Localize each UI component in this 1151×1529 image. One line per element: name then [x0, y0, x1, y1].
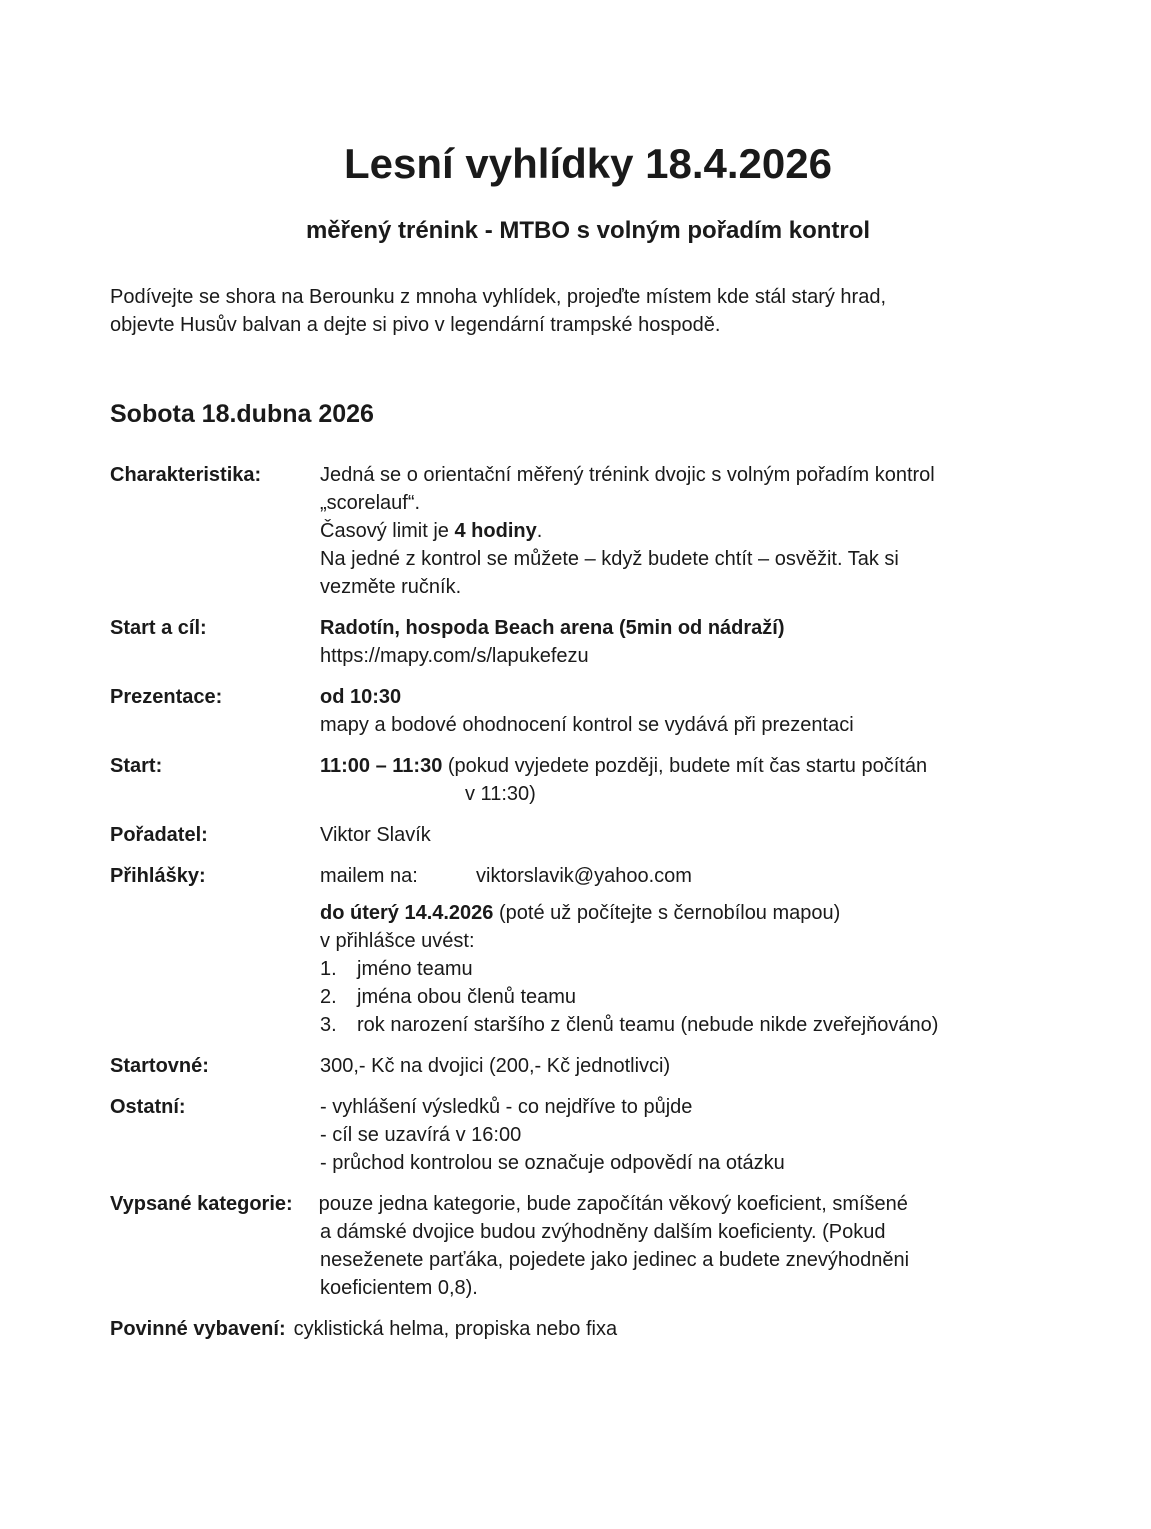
row-prihlasky [110, 862, 1066, 1039]
row-prezentace [110, 683, 1066, 739]
page-title: Lesní vyhlídky 18.4.2026 [344, 140, 832, 187]
mailem-na-text: mailem na: [320, 865, 418, 887]
value-ostatni [320, 1093, 1066, 1177]
time-limit-pre: Časový limit je [320, 520, 455, 542]
venue-map-line [320, 642, 1066, 670]
row-vypsane-kategorie [110, 1190, 1066, 1302]
label-start: Start: [110, 755, 163, 777]
entries-list-item [320, 983, 1066, 1011]
kategorie-line-4: koeficientem 0,8). [320, 1277, 478, 1299]
time-limit-value: 4 hodiny [454, 520, 537, 542]
entries-item-1-num: 1. [320, 958, 337, 980]
entry-fee: 300,- Kč na dvojici (200,- Kč jednotlivci) [320, 1055, 671, 1077]
charakteristika-line-2: „scorelauf“. [320, 492, 421, 514]
charakteristika-line-4: Na jedné z kontrol se můžete – když budete chtít – osvěžit. Tak si [320, 548, 899, 570]
info-rows [110, 461, 1066, 1343]
label-charakteristika: Charakteristika: [110, 464, 262, 486]
label-start-a-cil: Start a cíl: [110, 617, 207, 639]
ostatni-item-3: - průchod kontrolou se označuje odpovědí na otázku [320, 1152, 785, 1174]
row-povinne-vybaveni [110, 1315, 1066, 1343]
intro-line-2: objevte Husův balvan a dejte si pivo v legendární trampské hospodě. [110, 314, 721, 336]
charakteristika-line-3 [320, 517, 1066, 545]
date-heading: Sobota 18.dubna 2026 [110, 400, 374, 428]
ostatni-item-2: - cíl se uzavírá v 16:00 [320, 1124, 522, 1146]
entries-list-item [320, 1011, 1066, 1039]
value-start-a-cil [320, 614, 1066, 670]
charakteristika-line-1: Jedná se o orientační měřený trénink dvojic s volným pořadím kontrol [320, 464, 935, 486]
value-charakteristika [320, 461, 1066, 601]
value-start [320, 752, 1066, 808]
entries-item-2-text: jména obou členů teamu [357, 986, 577, 1008]
ostatni-item-1: - vyhlášení výsledků - co nejdříve to půjde [320, 1096, 693, 1118]
row-startovne [110, 1052, 1066, 1080]
prezentace-time: od 10:30 [320, 686, 402, 708]
entries-email-line [320, 862, 1066, 890]
entries-uvest-line: v přihlášce uvést: [320, 930, 475, 952]
value-prihlasky [320, 862, 1066, 1039]
row-poradatel [110, 821, 1066, 849]
entries-email: viktorslavik@yahoo.com [476, 865, 692, 887]
required-equipment: cyklistická helma, propiska nebo fixa [293, 1318, 618, 1340]
row-ostatni [110, 1093, 1066, 1177]
label-vypsane-kategorie: Vypsané kategorie: [110, 1193, 293, 1215]
entries-deadline-line [320, 899, 1066, 927]
intro-line-1: Podívejte se shora na Berounku z mnoha vyhlídek, projeďte místem kde stál starý hrad, [110, 286, 887, 308]
intro-paragraph [110, 283, 1066, 339]
start-time: 11:00 – 11:30 [320, 755, 443, 777]
kategorie-line-2: a dámské dvojice budou zvýhodněny dalším koeficienty. (Pokud [320, 1221, 886, 1243]
entries-list-item [320, 955, 1066, 983]
kategorie-line-3: neseženete parťáka, pojedete jako jedinec a budete znevýhodněni [320, 1249, 910, 1271]
start-time-line [320, 752, 1066, 780]
row-start-a-cil [110, 614, 1066, 670]
page-subtitle: měřený trénink - MTBO s volným pořadím kontrol [305, 217, 871, 244]
row-charakteristika [110, 461, 1066, 601]
label-ostatni: Ostatní: [110, 1096, 186, 1118]
entries-deadline-note: (poté už počítejte s černobílou mapou) [493, 902, 841, 924]
entries-item-3-text: rok narození staršího z členů teamu (nebude nikde zveřejňováno) [357, 1014, 939, 1036]
start-time-note-cont: v 11:30) [465, 783, 536, 805]
start-time-note: (pokud vyjedete později, budete mít čas startu počítán [442, 755, 928, 777]
label-poradatel: Pořadatel: [110, 824, 208, 846]
charakteristika-line-5: vezměte ručník. [320, 576, 462, 598]
prezentace-note: mapy a bodové ohodnocení kontrol se vydává při prezentaci [320, 714, 854, 736]
label-startovne: Startovné: [110, 1055, 209, 1077]
map-link[interactable]: https://mapy.com/s/lapukefezu [320, 645, 589, 667]
organizer-name: Viktor Slavík [320, 824, 431, 846]
time-limit-post: . [536, 520, 543, 542]
venue-name: Radotín, hospoda Beach arena (5min od nádraží) [320, 617, 785, 639]
entries-item-1-text: jméno teamu [357, 958, 473, 980]
entries-list [320, 955, 1066, 1039]
label-prezentace: Prezentace: [110, 686, 223, 708]
entries-deadline: do úterý 14.4.2026 [320, 902, 494, 924]
value-prezentace [320, 683, 1066, 739]
entries-item-3-num: 3. [320, 1014, 337, 1036]
label-prihlasky: Přihlášky: [110, 865, 206, 887]
row-start [110, 752, 1066, 808]
entries-item-2-num: 2. [320, 986, 337, 1008]
label-povinne-vybaveni: Povinné vybavení: [110, 1318, 286, 1340]
kategorie-line-1: pouze jedna kategorie, bude započítán věkový koeficient, smíšené [318, 1193, 908, 1215]
